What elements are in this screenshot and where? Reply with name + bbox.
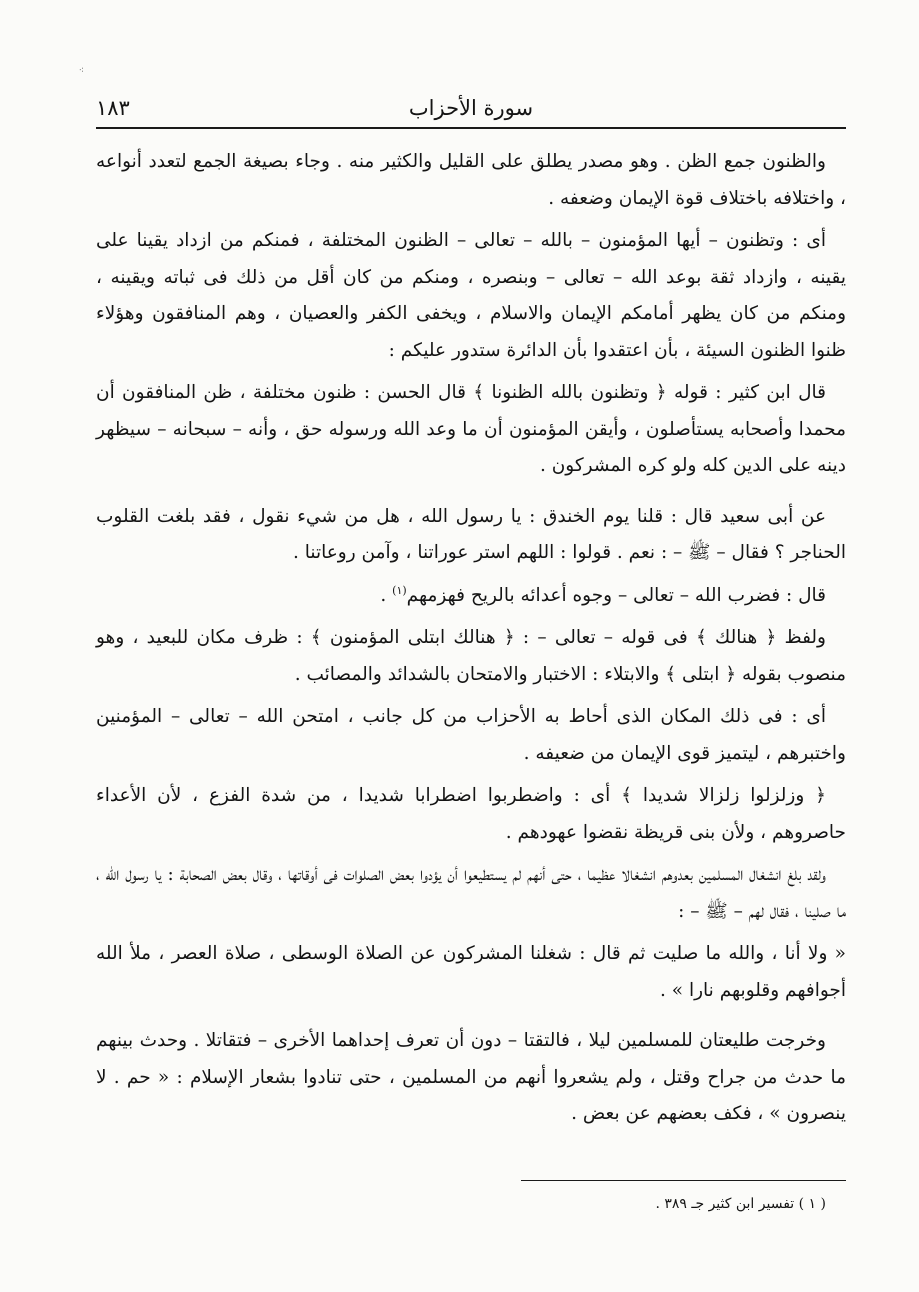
book-page bbox=[96, 72, 846, 1272]
footnote: ( ١ ) تفسير ابن كثير جـ ٣٨٩ . bbox=[655, 1196, 826, 1212]
paragraph-1: والظنون جمع الظن . وهو مصدر يطلق على القليل والكثير منه . وجاء بصيغة الجمع لتعدد أنواعه ، واختلافه باختلاف قوة الإيمان وضعفه . bbox=[96, 151, 846, 209]
paragraph-7: أى : فى ذلك المكان الذى أحاط به الأحزاب من كل جانب ، امتحن الله – تعالى – المؤمنين واختبرهم ، ليتميز قوى الإيمان من ضعيفه . bbox=[96, 706, 846, 764]
paragraph-4: عن أبى سعيد قال : قلنا يوم الخندق : يا رسول الله ، هل من شيء نقول ، فقد بلغت القلوب الحناجر ؟ فقال – ﷺ – : نعم . قولوا : اللهم استر عوراتنا ، وآمن روعاتنا . bbox=[96, 505, 846, 563]
scan-speck: ⁖ bbox=[78, 66, 84, 76]
paragraph-8: ﴿ وزلزلوا زلزالا شديدا ﴾ أى : واضطربوا اضطرابا شديدا ، من شدة الفزع ، لأن الأعداء حاصروهم ، ولأن بنى قريظة نقضوا عهودهم . bbox=[96, 785, 846, 843]
page-number: ١٨٣ bbox=[96, 96, 130, 120]
body-text bbox=[96, 144, 846, 1139]
paragraph-3: قال ابن كثير : قوله ﴿ وتظنون بالله الظنونا ﴾ قال الحسن : ظنون مختلفة ، ظن المنافقون أن محمدا وأصحابه يستأصلون ، وأيقن المؤمنون أن ما وعد الله ورسوله حق ، وأنه – سبحانه – سيظهر دينه على الدين كله ولو كره المشركون . bbox=[96, 382, 846, 476]
paragraph-5-text: قال : فضرب الله – تعالى – وجوه أعدائه بالريح فهزمهم bbox=[406, 584, 826, 606]
paragraph-6: ولفظ ﴿ هنالك ﴾ فى قوله – تعالى – : ﴿ هنالك ابتلى المؤمنون ﴾ : ظرف مكان للبعيد ، وهو منصوب بقوله ﴿ ابتلى ﴾ والابتلاء : الاختبار والامتحان بالشدائد والمصائب . bbox=[96, 627, 846, 685]
paragraph-5-tail: . bbox=[380, 584, 393, 606]
paragraph-2: أى : وتظنون – أيها المؤمنون – بالله – تعالى – الظنون المختلفة ، فمنكم من ازداد يقينا على يقينه ، وازداد ثقة بوعد الله – تعالى – وبنصره ، ومنكم من كان أقل من ذلك فى ثباته ويقينه ، ومنكم من كان يظهر أمامكم الإيمان والاسلام ، ويخفى الكفر والعصيان ، وهم المنافقون وهؤلاء ظنوا الظنون السيئة ، بأن اعتقدوا بأن الدائرة ستدور عليكم : bbox=[96, 230, 846, 361]
footnote-reference[interactable]: (١) bbox=[392, 583, 407, 597]
running-header bbox=[96, 92, 846, 126]
footnote-rule bbox=[521, 1180, 846, 1181]
paragraph-9: ولقد بلغ انشغال المسلمين بعدوهم انشغالا عظيما ، حتى أنهم لم يستطيعوا أن يؤدوا بعض الصلوات فى أوقاتها ، وقال بعض الصحابة : يا رسول الله ، ما صلينا ، فقال لهم – ﷺ – : bbox=[96, 864, 846, 922]
surah-title: سورة الأحزاب bbox=[408, 96, 534, 120]
paragraph-11: وخرجت طليعتان للمسلمين ليلا ، فالتقتا – دون أن تعرف إحداهما الأخرى – فتقاتلا . وحدث بينهم ما حدث من جراح وقتل ، ولم يشعروا أنهم من المسلمين ، حتى تنادوا بشعار الإسلام : « حم . لا ينصرون » ، فكف بعضهم عن بعض . bbox=[96, 1030, 846, 1124]
header-rule bbox=[96, 127, 846, 129]
paragraph-5 bbox=[96, 578, 846, 615]
paragraph-10-hadith: « ولا أنا ، والله ما صليت ثم قال : شغلنا المشركون عن الصلاة الوسطى ، صلاة العصر ، ملأ الله أجوافهم وقلوبهم نارا » . bbox=[96, 943, 846, 1001]
